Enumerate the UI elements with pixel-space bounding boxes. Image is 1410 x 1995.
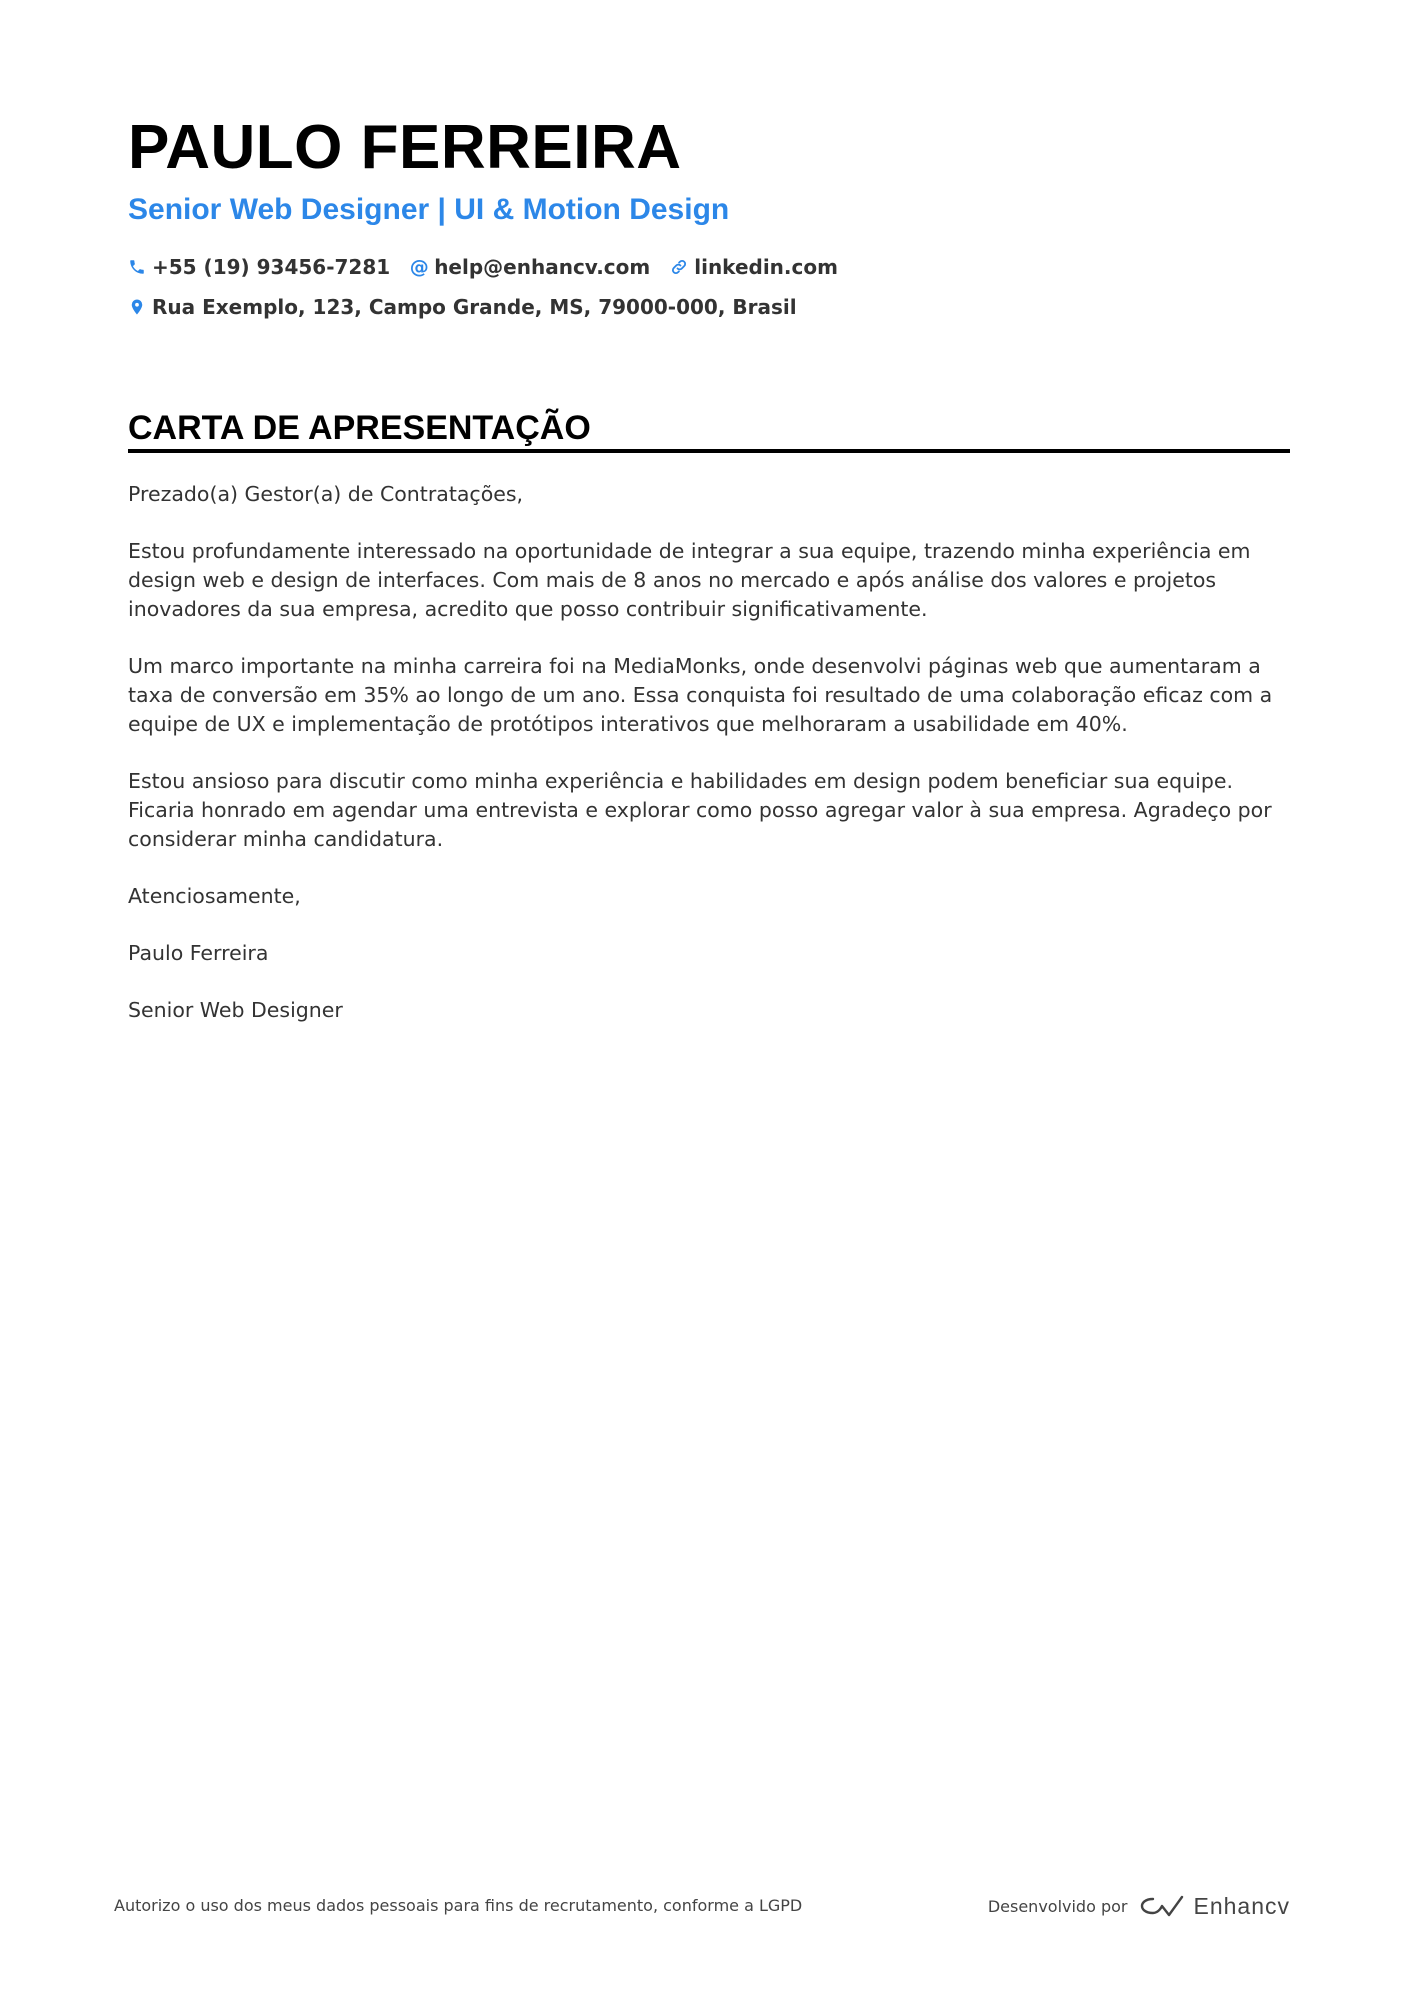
enhancv-logo-icon xyxy=(1139,1893,1185,1919)
letter-paragraph: Estou ansioso para discutir como minha experiência e habilidades em design podem beneficiar sua equipe. Ficaria honrado em agendar uma entrevista e explorar como posso agregar valor à sua empresa. Agradeço por considerar minha candidatura. xyxy=(128,769,1272,851)
address-row xyxy=(128,292,1288,322)
link-icon xyxy=(670,258,688,276)
powered-by-label: Desenvolvido por xyxy=(987,1896,1128,1916)
contact-address xyxy=(128,295,797,319)
section-title: CARTA DE APRESENTAÇÃO xyxy=(128,409,591,447)
address-text: Rua Exemplo, 123, Campo Grande, MS, 79000-000, Brasil xyxy=(152,295,797,319)
candidate-title: Senior Web Designer | UI & Motion Design xyxy=(128,193,730,226)
phone-icon xyxy=(128,258,146,276)
profile-link[interactable]: linkedin.com xyxy=(694,255,838,279)
contact-row xyxy=(128,252,1288,282)
powered-by xyxy=(987,1888,1290,1924)
letter-paragraph: Um marco importante na minha carreira foi na MediaMonks, onde desenvolvi páginas web que aumentaram a taxa de conversão em 35% ao longo de um ano. Essa conquista foi resultado de uma colaboração eficaz com a equipe de UX e implementação de protótipos interativos que melhoraram a usabilidade em 40%. xyxy=(128,654,1273,736)
candidate-name: PAULO FERREIRA xyxy=(128,113,682,182)
letter-closing: Atenciosamente, xyxy=(128,884,301,908)
email-address[interactable]: help@enhancv.com xyxy=(434,255,651,279)
signature-name: Paulo Ferreira xyxy=(128,941,269,965)
phone-number: +55 (19) 93456-7281 xyxy=(152,255,391,279)
brand-name[interactable]: Enhancv xyxy=(1193,1892,1290,1919)
at-sign-icon: @ xyxy=(409,256,429,278)
letter-greeting: Prezado(a) Gestor(a) de Contratações, xyxy=(128,482,524,506)
contact-phone xyxy=(128,255,390,279)
contact-email xyxy=(410,255,650,279)
letter-body xyxy=(128,480,1290,1053)
contact-link xyxy=(670,255,838,279)
letter-paragraph: Estou profundamente interessado na oportunidade de integrar a sua equipe, trazendo minha experiência em design web e design de interfaces. Com mais de 8 anos no mercado e após análise dos valores e projetos inovadores da sua empresa, acredito que posso contribuir significativamente. xyxy=(128,539,1251,621)
section-divider xyxy=(128,449,1290,453)
location-pin-icon xyxy=(128,298,146,316)
consent-note: Autorizo o uso dos meus dados pessoais para fins de recrutamento, conforme a LGPD xyxy=(114,1896,803,1915)
signature-title: Senior Web Designer xyxy=(128,998,343,1022)
